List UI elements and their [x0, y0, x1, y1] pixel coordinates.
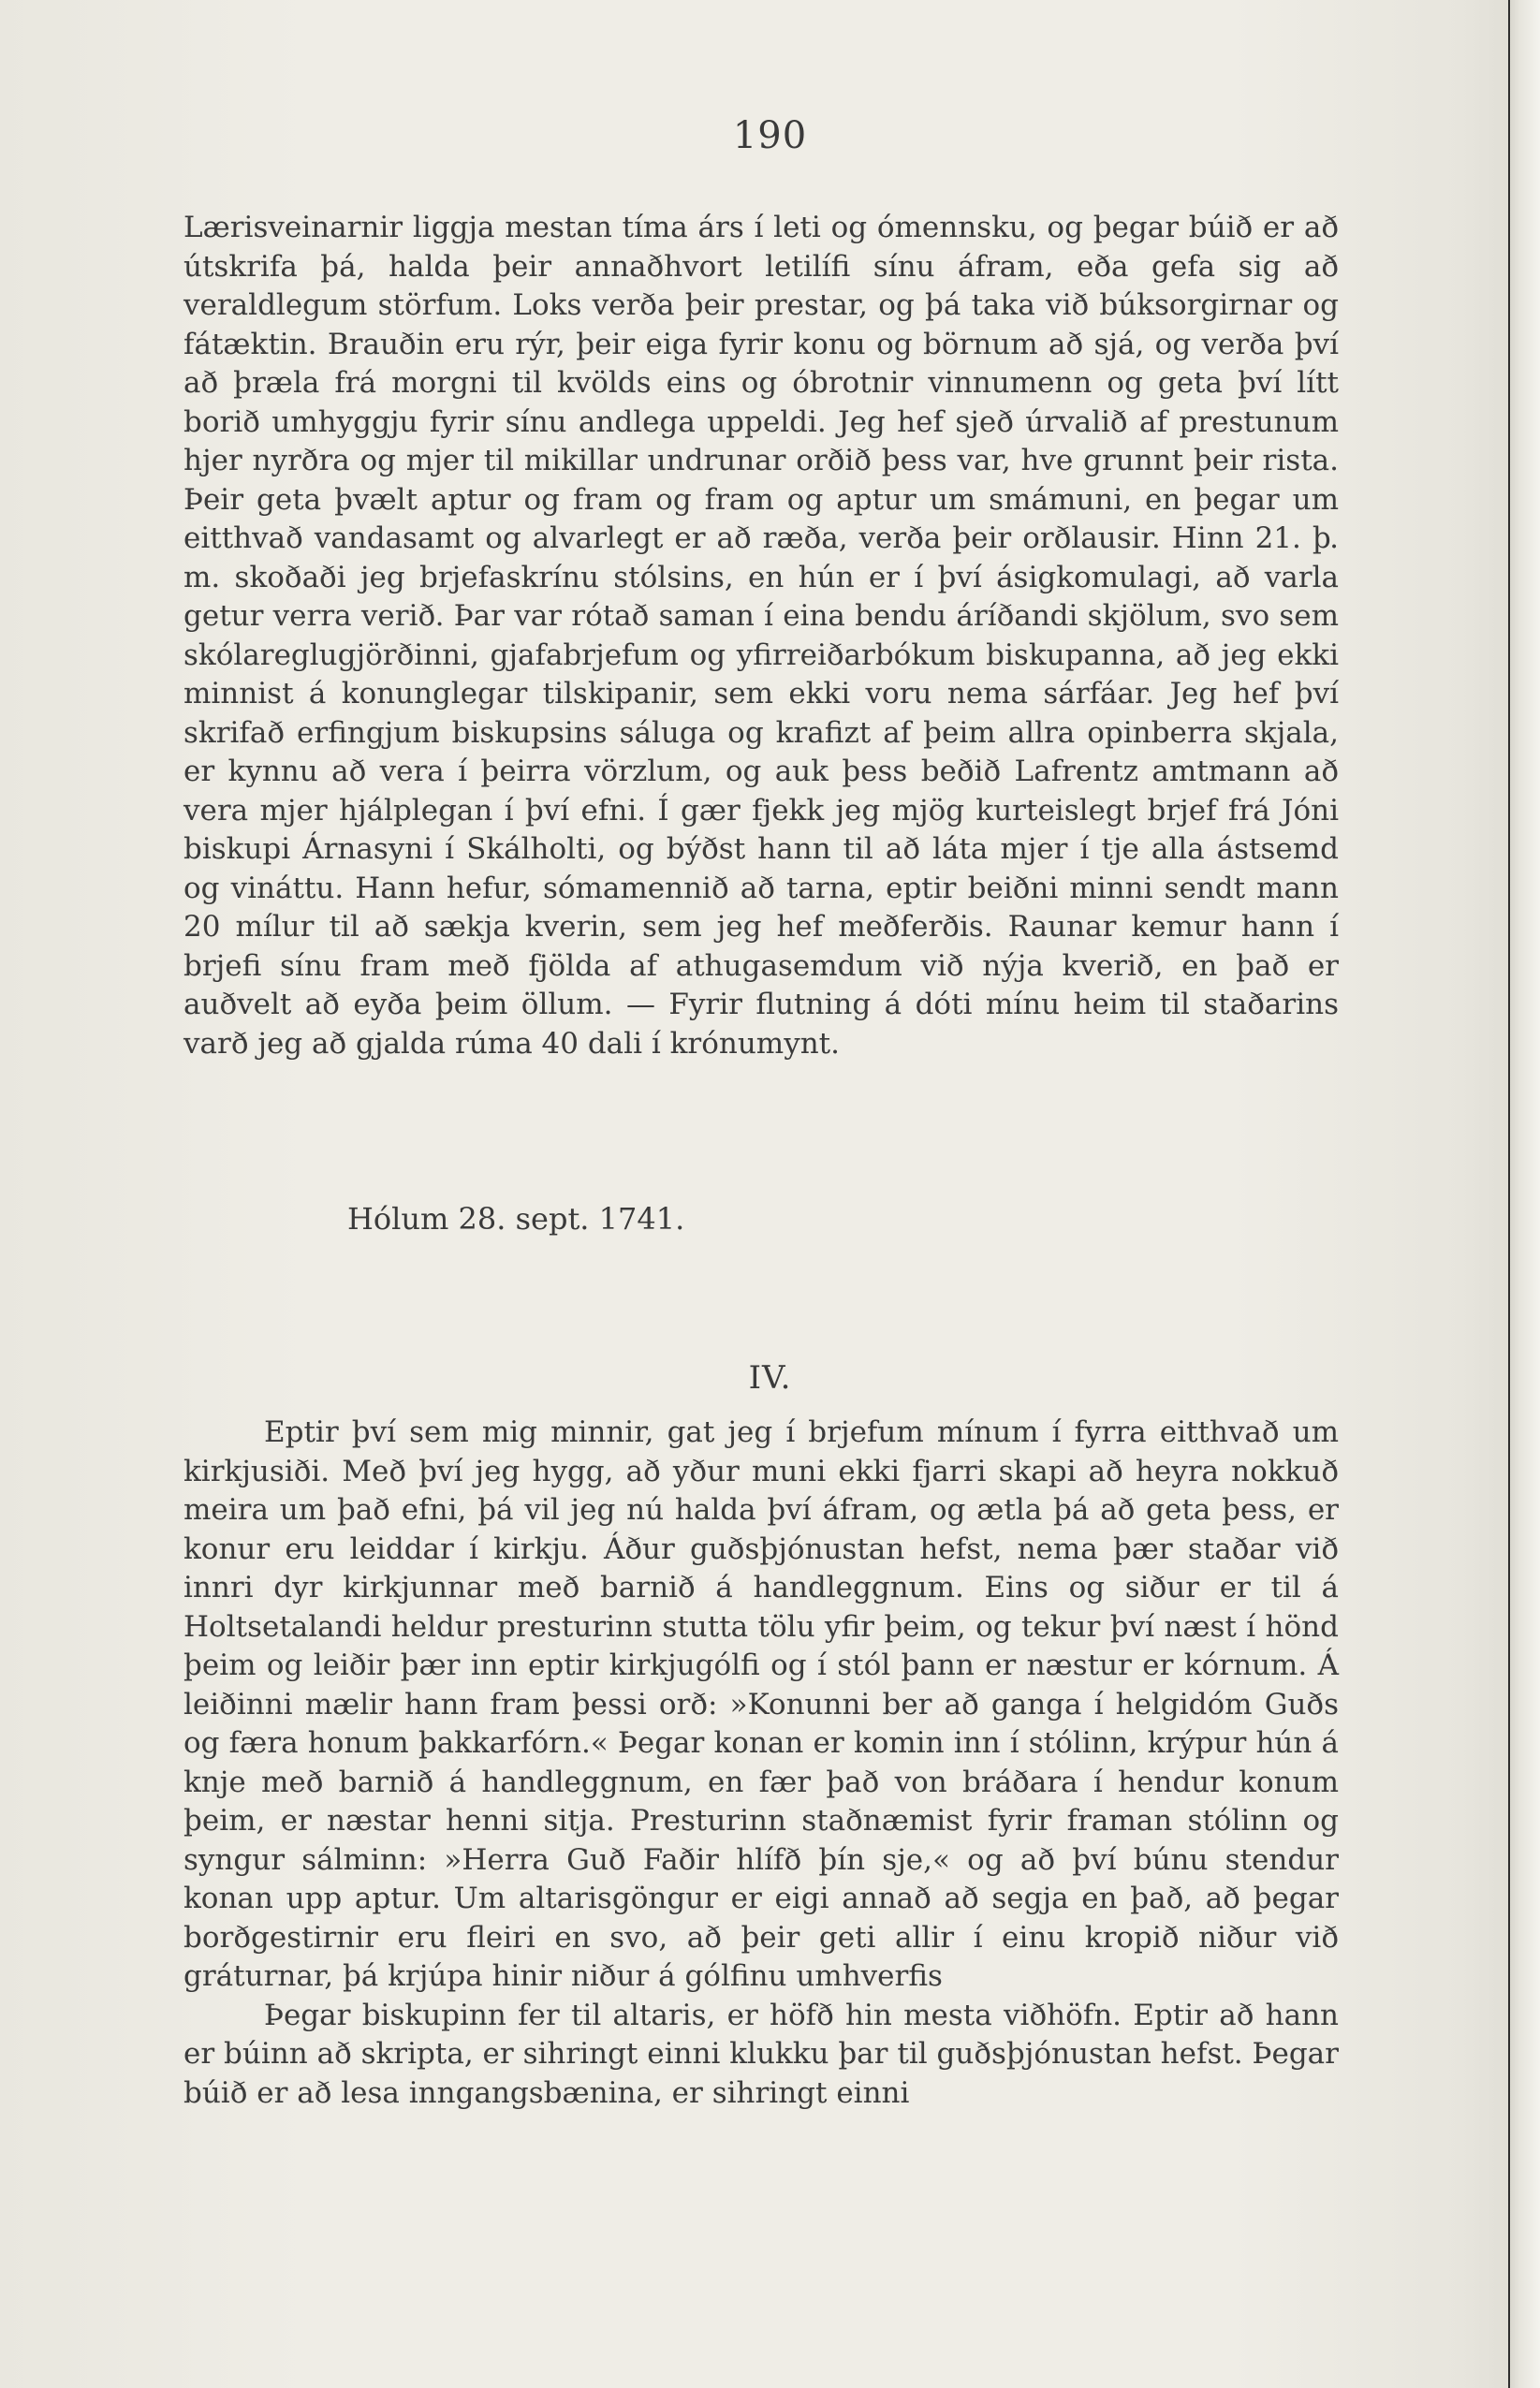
date-signature: Hólum 28. sept. 1741.	[347, 1201, 685, 1237]
next-page-edge	[1508, 0, 1540, 2388]
letter-body-1	[183, 209, 1339, 1063]
page-number: 190	[732, 114, 808, 157]
section-heading: IV.	[748, 1359, 792, 1397]
paragraph: Lærisveinarnir liggja mestan tíma árs í leti og ómennsku, og þegar búið er að útskrifa þá, halda þeir annaðhvort letilífi sínu áfram, eða gefa sig að veraldlegum störfum. Loks verða þeir prestar, og þá taka við búksorgirnar og fátæktin. Brauðin eru rýr, þeir eiga fyrir konu og börnum að sjá, og verða því að þræla frá morgni til kvölds eins og óbrotnir vinnumenn og geta því lítt borið umhyggju fyrir sínu andlega uppeldi. Jeg hef sjeð úrvalið af prestunum hjer nyrðra og mjer til mikillar undrunar orðið þess var, hve grunnt þeir rista. Þeir geta þvælt aptur og fram og fram og aptur um smámuni, en þegar um eitthvað vandasamt og alvarlegt er að ræða, verða þeir orðlausir. Hinn 21. þ. m. skoðaði jeg brjefaskrínu stólsins, en hún er í því ásigkomulagi, að varla getur verra verið. Þar var rótað saman í eina bendu áríðandi skjölum, svo sem skólareglugjörðinni, gjafabrjefum og yfirreiðarbókum biskupanna, að jeg ekki minnist á konunglegar tilskipanir, sem ekki voru nema sárfáar. Jeg hef því skrifað erfingjum biskupsins sáluga og krafizt af þeim allra opinberra skjala, er kynnu að vera í þeirra vörzlum, og auk þess beðið Lafrentz amtmann að vera mjer hjálplegan í því efni. Í gær fjekk jeg mjög kurteislegt brjef frá Jóni biskupi Árnasyni í Skálholti, og býðst hann til að láta mjer í tje alla ástsemd og vináttu. Hann hefur, sómamennið að tarna, eptir beiðni minni sendt mann 20 mílur til að sækja kverin, sem jeg hef meðferðis. Raunar kemur hann í brjefi sínu fram með fjölda af athugasemdum við nýja kverið, en það er auðvelt að eyða þeim öllum. — Fyrir flutning á dóti mínu heim til staðarins varð jeg að gjalda rúma 40 dali í krónumynt.	[183, 211, 1339, 1061]
letter-body-2	[183, 1414, 1339, 2113]
paragraph: Eptir því sem mig minnir, gat jeg í brjefum mínum í fyrra eitthvað um kirkjusiði. Með því jeg hygg, að yður muni ekki fjarri skapi að heyra nokkuð meira um það efni, þá vil jeg nú halda því áfram, og ætla þá að geta þess, er konur eru leiddar í kirkju. Áður guðsþjónustan hefst, nema þær staðar við innri dyr kirkjunnar með barnið á handleggnum. Eins og siður er til á Holtsetalandi heldur presturinn stutta tölu yfir þeim, og tekur því næst í hönd þeim og leiðir þær inn eptir kirkjugólfi og í stól þann er næstur er kórnum. Á leiðinni mælir hann fram þessi orð: »Konunni ber að ganga í helgidóm Guðs og færa honum þakkarfórn.« Þegar konan er komin inn í stólinn, krýpur hún á knje með barnið á handleggnum, en fær það von bráðara í hendur konum þeim, er næstar henni sitja. Presturinn staðnæmist fyrir framan stólinn og syngur sálminn: »Herra Guð Faðir hlífð þín sje,« og að því búnu stendur konan upp aptur. Um altarisgöngur er eigi annað að segja en það, að þegar borðgestirnir eru fleiri en svo, að þeir geti allir í einu kropið niður við gráturnar, þá krjúpa hinir niður á gólfinu umhverfis	[183, 1415, 1339, 1993]
paragraph: Þegar biskupinn fer til altaris, er höfð hin mesta viðhöfn. Eptir að hann er búinn að skripta, er sihringt einni klukku þar til guðsþjónustan hefst. Þegar búið er að lesa inngangsbænina, er sihringt einni	[183, 1998, 1339, 2110]
